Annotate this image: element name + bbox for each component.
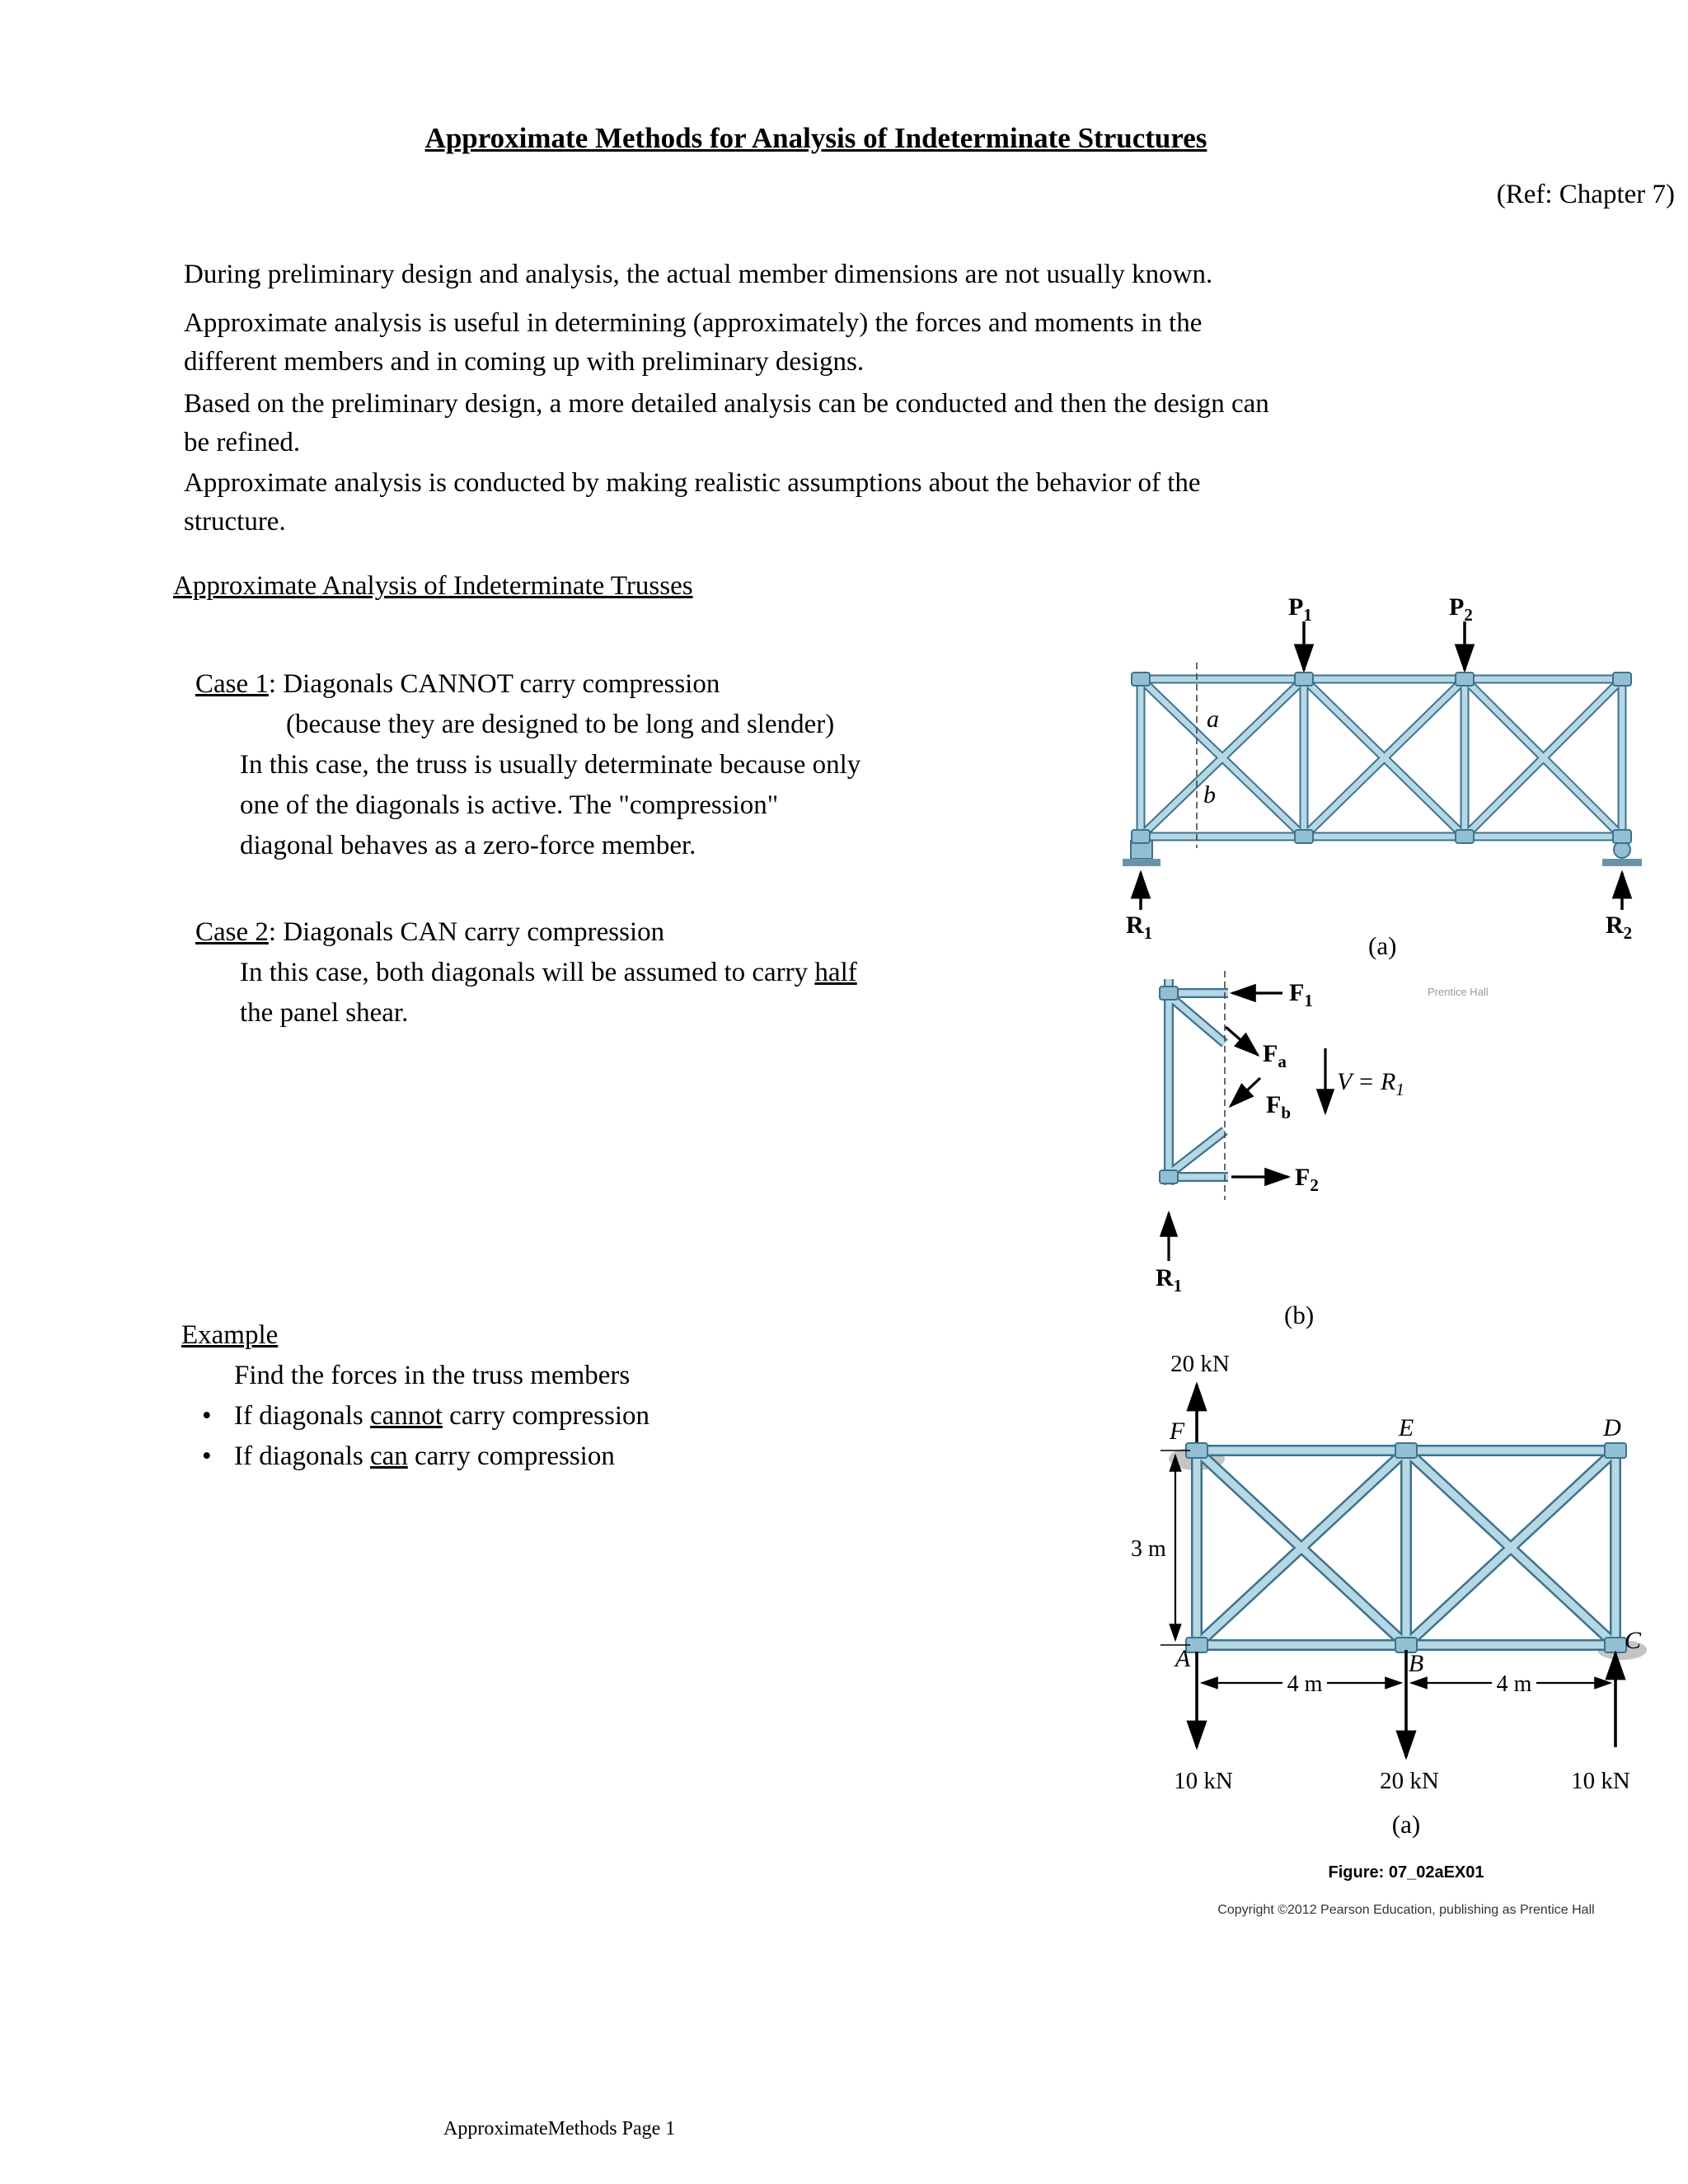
figure-b-caption: (b) — [1284, 1301, 1315, 1329]
case-2-body-line — [240, 953, 857, 993]
paragraph-line: be refined. — [184, 428, 301, 457]
case-2-text: In this case, both diagonals will be assumed to carry — [240, 958, 815, 987]
node-label-f: F — [1169, 1418, 1185, 1445]
paragraph-line: Based on the preliminary design, a more detailed analysis can be conducted and then the design can — [184, 389, 1269, 419]
case-2-block — [195, 912, 857, 1033]
truss-member-fills — [1192, 1446, 1620, 1650]
span-dimension-left: 4 m — [1287, 1671, 1323, 1697]
case-1-title-rest: : Diagonals CANNOT carry compression — [268, 669, 720, 699]
force-label-f1: $F_1$ — [1289, 979, 1313, 1010]
reaction-label-r1: $R_1$ — [1126, 912, 1153, 943]
figure-a-truss — [1121, 593, 1648, 964]
span-dimension-right: 4 m — [1496, 1671, 1532, 1697]
page-footer: ApproximateMethods Page 1 — [443, 2118, 676, 2139]
reference-note: (Ref: Chapter 7) — [1496, 180, 1675, 209]
bullet-underlined-can: can — [369, 1441, 408, 1471]
case-1-body-line: In this case, the truss is usually determinate because only — [240, 750, 861, 780]
force-arrows — [1169, 993, 1325, 1261]
example-bullet-1 — [202, 1396, 649, 1436]
paragraph-line: Approximate analysis is conducted by making realistic assumptions about the behavior of the — [184, 468, 1201, 498]
reaction-label-r2: $R_2$ — [1606, 912, 1633, 943]
paragraph-line: structure. — [184, 507, 286, 537]
case-2-title-rest: : Diagonals CAN carry compression — [268, 917, 665, 947]
example-figure-caption: (a) — [1391, 1810, 1421, 1839]
rocker-support-right — [1602, 841, 1642, 866]
load-label-top: 20 kN — [1170, 1351, 1230, 1377]
shear-equation-label: $V = R_1$ — [1337, 1068, 1404, 1099]
case-1-block — [195, 664, 860, 866]
publisher-credit: Prentice Hall — [1428, 986, 1489, 998]
diagonal-label-a: a — [1207, 705, 1219, 733]
bullet-glyph: • — [202, 1401, 212, 1431]
figure-a-caption: (a) — [1368, 931, 1397, 960]
force-label-fa: $F_a$ — [1263, 1040, 1287, 1071]
node-label-d: D — [1603, 1414, 1621, 1441]
force-label-f2: $F_2$ — [1295, 1164, 1319, 1195]
bullet-text: carry compression — [442, 1401, 649, 1431]
intro-paragraph-3 — [184, 385, 1269, 462]
case-2-underlined-half: half — [814, 958, 857, 987]
node-label-c: C — [1624, 1627, 1642, 1654]
paragraph-line: different members and in coming up with preliminary designs. — [184, 347, 865, 377]
case-2-label: Case 2 — [195, 917, 269, 947]
height-dimension-label: 3 m — [1131, 1536, 1166, 1562]
bullet-text: carry compression — [407, 1441, 615, 1471]
reaction-label-r1: $R_1$ — [1156, 1264, 1183, 1296]
example-task-line: Find the forces in the truss members — [234, 1361, 631, 1390]
truss-member-fills — [1136, 674, 1627, 841]
intro-paragraph-1: During preliminary design and analysis, the actual member dimensions are not usually known. — [184, 260, 1213, 289]
bullet-glyph: • — [202, 1441, 212, 1471]
diagonal-label-b: b — [1203, 781, 1216, 808]
force-label-fb: $F_b$ — [1266, 1091, 1292, 1122]
case-1-label: Case 1 — [195, 669, 269, 699]
figure-number-label: Figure: 07_02aEX01 — [1328, 1863, 1484, 1882]
bullet-underlined-cannot: cannot — [369, 1401, 443, 1431]
paragraph-line: Approximate analysis is useful in determining (approximately) the forces and moments in the — [184, 308, 1203, 338]
pin-support-left — [1123, 841, 1160, 866]
example-truss-figure — [1121, 1343, 1681, 1945]
load-label-p2: $P_2$ — [1449, 593, 1473, 625]
node-label-a: A — [1175, 1645, 1191, 1672]
node-label-b: B — [1408, 1650, 1424, 1677]
case-1-title-line — [195, 664, 860, 705]
figure-b-panel-section — [1137, 956, 1434, 1343]
intro-paragraph-4 — [184, 464, 1201, 541]
load-label-p1: $P_1$ — [1288, 593, 1312, 625]
intro-paragraph-2 — [184, 304, 1202, 382]
section-heading-trusses: Approximate Analysis of Indeterminate Trusses — [173, 571, 693, 601]
load-label-c: 10 kN — [1571, 1768, 1630, 1794]
page-title: Approximate Methods for Analysis of Indeterminate Structures — [424, 122, 1207, 154]
example-bullet-2 — [202, 1436, 649, 1477]
case-1-subnote: (because they are designed to be long and slender) — [286, 710, 835, 739]
bullet-text: If diagonals — [234, 1401, 370, 1431]
case-2-title-line — [195, 912, 857, 953]
section-member-fills — [1165, 979, 1228, 1185]
load-label-b: 20 kN — [1380, 1768, 1439, 1794]
case-2-body-line: the panel shear. — [240, 998, 409, 1028]
example-heading: Example — [181, 1320, 279, 1350]
example-heading-line — [181, 1315, 649, 1356]
load-label-a: 10 kN — [1174, 1768, 1233, 1794]
example-block — [181, 1315, 649, 1477]
case-1-body-line: diagonal behaves as a zero-force member. — [240, 831, 696, 860]
copyright-line: Copyright ©2012 Pearson Education, publishing as Prentice Hall — [1217, 1903, 1595, 1917]
case-1-body-line: one of the diagonals is active. The "compression" — [240, 790, 779, 820]
node-label-e: E — [1398, 1414, 1414, 1441]
bullet-text: If diagonals — [234, 1441, 370, 1471]
